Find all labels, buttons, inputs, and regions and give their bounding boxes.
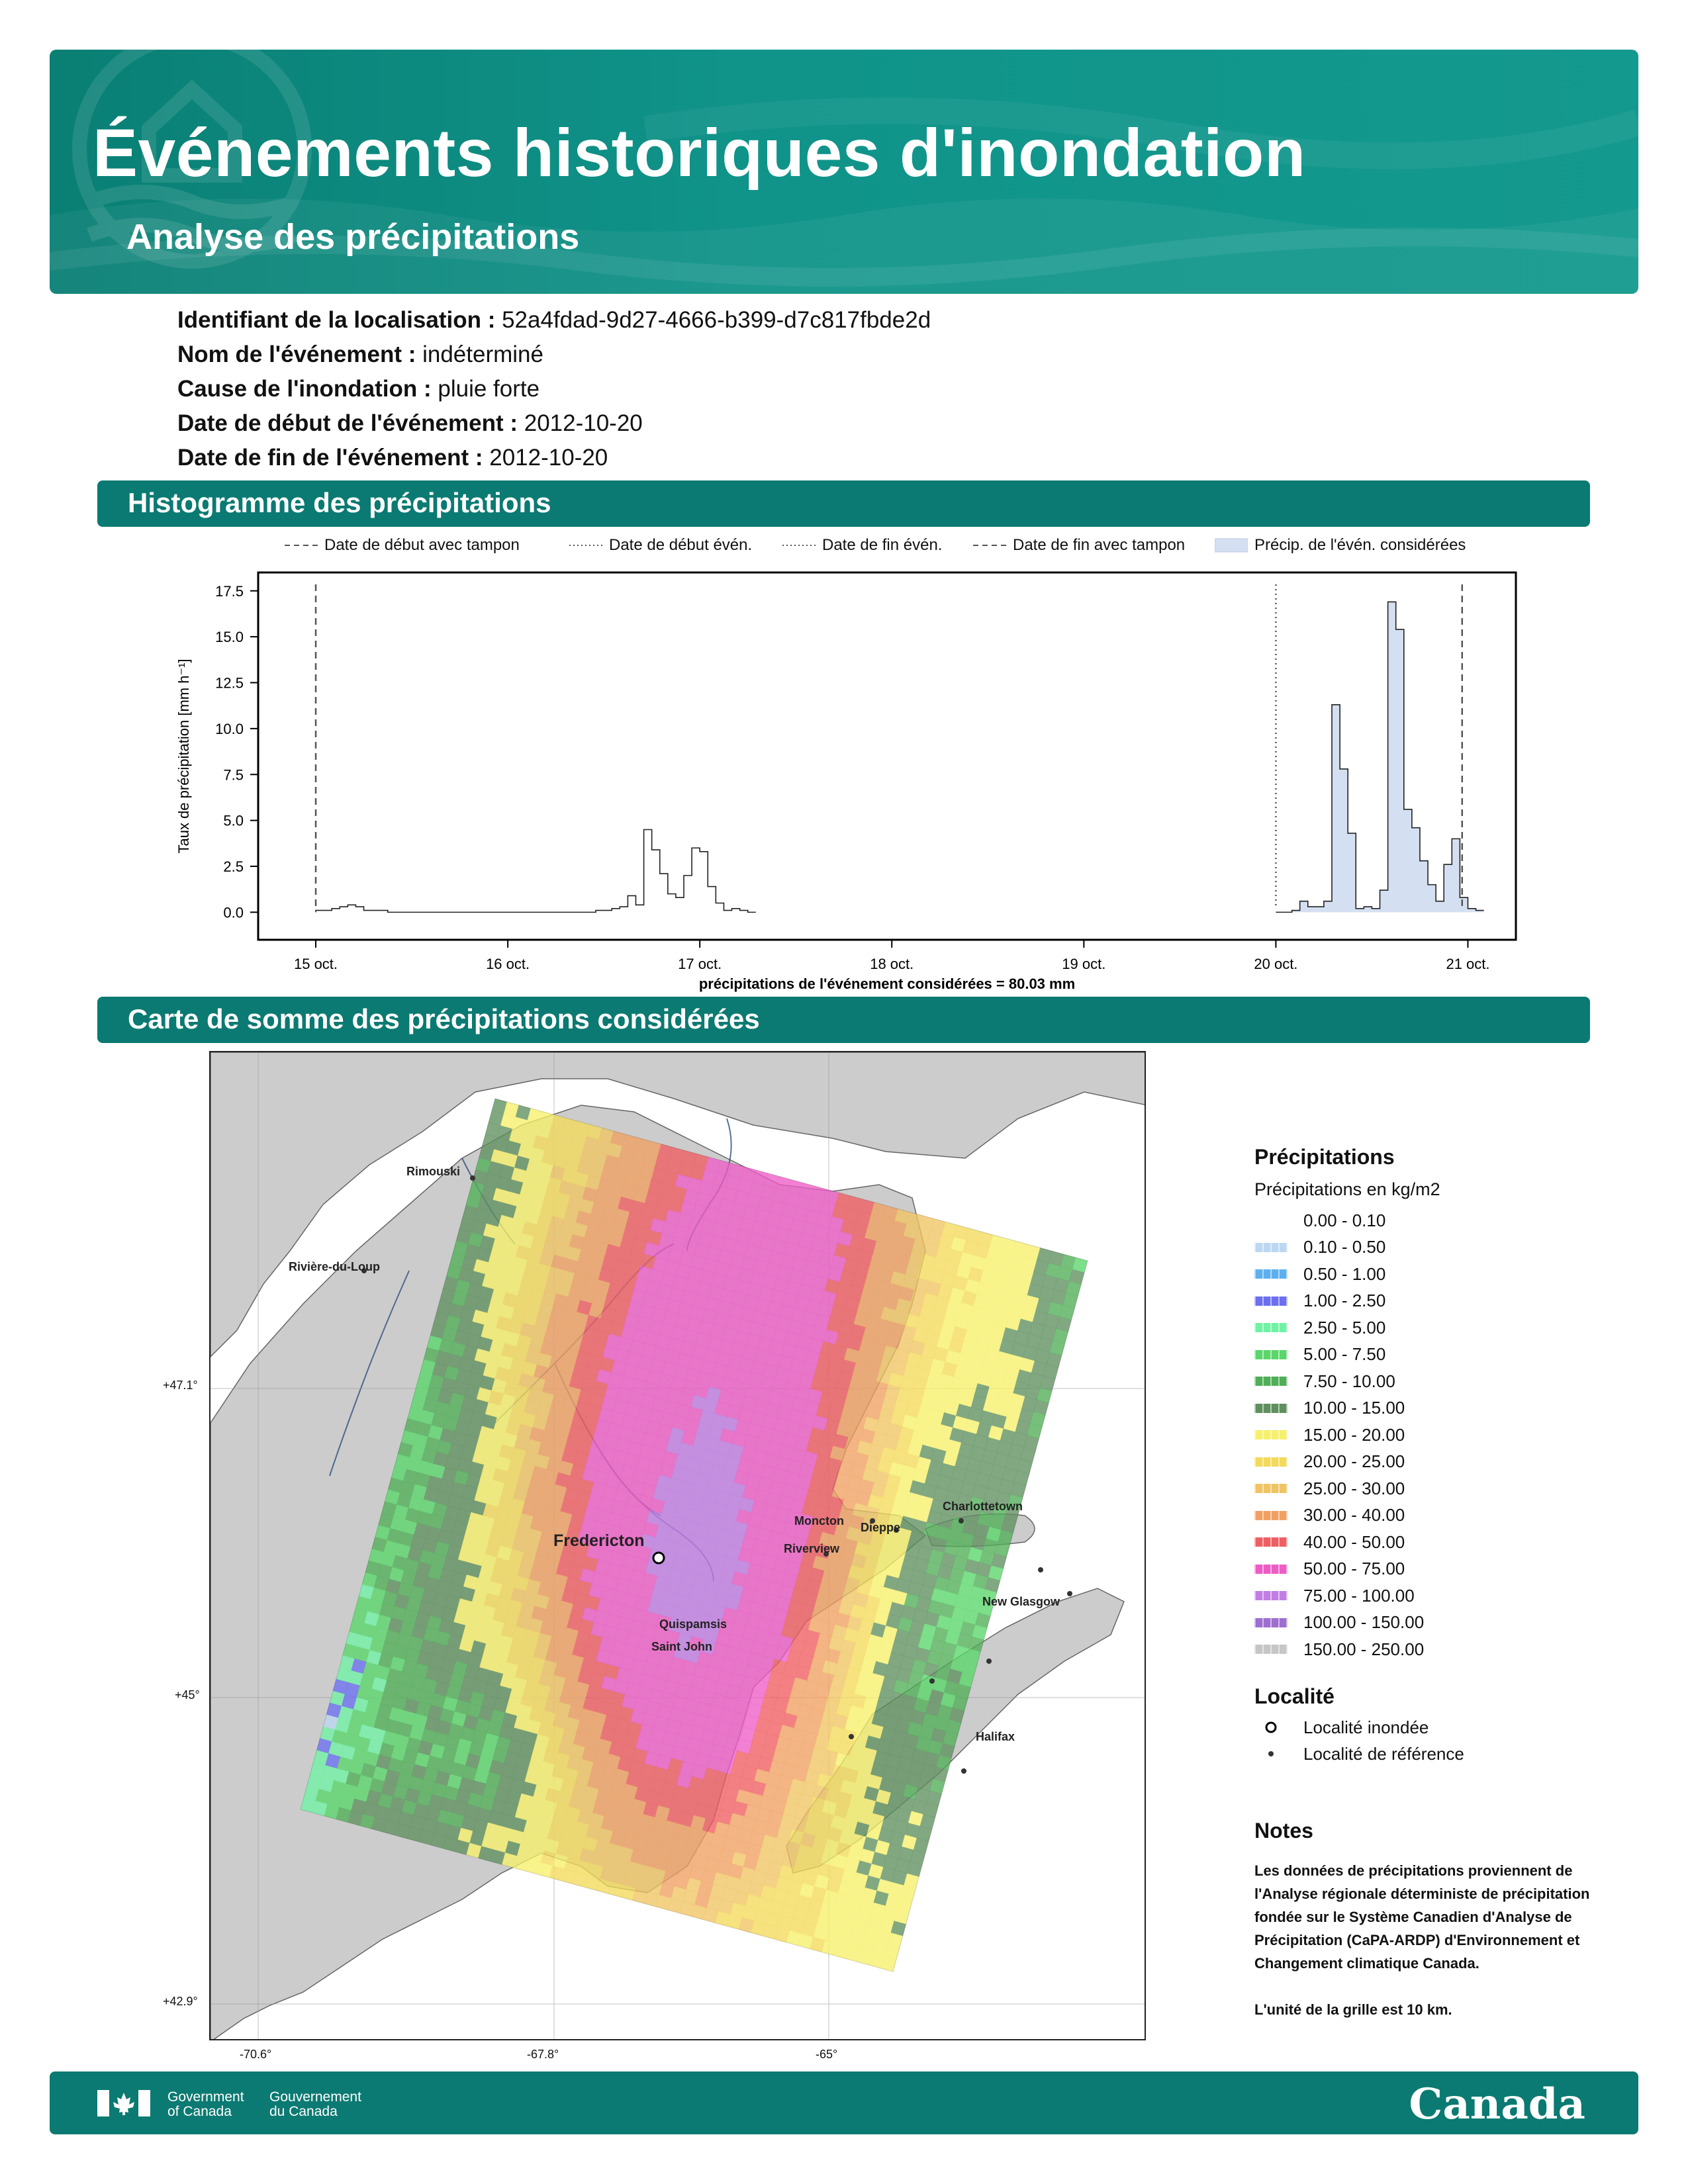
precip-legend-subtitle: Précipitations en kg/m2: [1254, 1179, 1440, 1199]
legend-class-label: 1.00 - 2.50: [1303, 1291, 1386, 1310]
plot-frame: [258, 572, 1516, 940]
legend-class-label: 150.00 - 250.00: [1303, 1639, 1425, 1659]
legend-swatch: [1254, 1243, 1288, 1252]
legend-item-event-start: Date de début évén.: [609, 536, 753, 554]
x-tick-label-2: 17 oct.: [678, 956, 722, 972]
meta-row-end-date: Date de fin de l'événement : 2012-10-20: [177, 445, 608, 471]
legend-class-label: 7.50 - 10.00: [1303, 1371, 1395, 1391]
legend-class-7: [1254, 1395, 1405, 1422]
page-title: Événements historiques d'inondation: [93, 115, 1306, 191]
meta-row-cause: Cause de l'inondation : pluie forte: [177, 376, 540, 402]
city-label-new-glasgow: New Glasgow: [982, 1595, 1060, 1608]
locality-reference: Localité de référence: [1254, 1741, 1464, 1767]
legend-class-9: [1254, 1449, 1405, 1475]
flooded-locality-marker: [653, 1553, 664, 1563]
legend-class-label: 0.10 - 0.50: [1303, 1237, 1386, 1257]
legend-class-4: [1254, 1314, 1385, 1341]
legend-class-12: [1254, 1529, 1405, 1555]
y-tick-label-0: 0.0: [223, 904, 244, 921]
lat-label-1: +47.1°: [163, 1379, 198, 1392]
gov-name-fr: Gouvernement du Canada: [269, 2089, 361, 2119]
section-header-histogram: Histogramme des précipitations: [97, 480, 1590, 527]
x-tick-label-6: 21 oct.: [1446, 956, 1490, 972]
legend-class-label: 75.00 - 100.00: [1303, 1585, 1415, 1606]
legend-swatch: [1254, 1457, 1288, 1467]
legend-swatch: [1254, 1484, 1288, 1493]
page-subtitle: Analyse des précipitations: [126, 217, 580, 257]
legend-swatch: [1254, 1377, 1288, 1386]
city-label-charlottetown: Charlottetown: [943, 1500, 1023, 1513]
legend-swatch: [1254, 1565, 1288, 1574]
legend-class-1: [1254, 1234, 1385, 1261]
legend-class-label: 0.00 - 0.10: [1303, 1210, 1386, 1230]
legend-class-10: [1254, 1475, 1405, 1502]
precipitation-histogram-chart: [152, 556, 1542, 993]
city-label-rimouski: Rimouski: [406, 1165, 461, 1178]
x-tick-label-5: 20 oct.: [1254, 956, 1298, 972]
legend-class-8: [1254, 1422, 1405, 1448]
city-label-riverview: Riverview: [784, 1542, 840, 1555]
header-banner: [50, 50, 1638, 294]
precip-legend-title: Précipitations: [1254, 1145, 1395, 1169]
lat-label-2: +45°: [175, 1688, 200, 1702]
legend-swatch: [1254, 1297, 1288, 1306]
legend-class-label: 10.00 - 15.00: [1303, 1398, 1405, 1418]
legend-item-event-end: Date de fin évén.: [822, 536, 943, 554]
legend-class-3: [1254, 1288, 1385, 1314]
legend-swatch: [1254, 1618, 1288, 1627]
legend-item-start-buffer: Date de début avec tampon: [324, 536, 520, 554]
legend-class-6: [1254, 1368, 1395, 1394]
legend-class-label: 50.00 - 75.00: [1303, 1559, 1405, 1578]
city-dot-7: [1067, 1591, 1072, 1596]
legend-class-11: [1254, 1502, 1405, 1529]
locality-flooded: Localité inondée: [1254, 1714, 1429, 1741]
canada-flag-icon: [97, 2090, 150, 2116]
legend-class-label: 5.00 - 7.50: [1303, 1344, 1386, 1364]
precipitation-map: [209, 1051, 1146, 2040]
city-label-saint-john: Saint John: [651, 1640, 713, 1653]
city-dot-0: [470, 1175, 475, 1181]
y-tick-label-5: 12.5: [215, 674, 244, 692]
legend-swatch: [1254, 1591, 1288, 1600]
city-label-fredericton: Fredericton: [553, 1531, 645, 1550]
legend-class-label: 0.50 - 1.00: [1303, 1263, 1386, 1284]
city-label-quispamsis: Quispamsis: [659, 1617, 727, 1631]
legend-swatch: [1254, 1323, 1288, 1332]
y-tick-label-7: 17.5: [215, 582, 244, 600]
legend-class-14: [1254, 1582, 1415, 1609]
legend-swatch: [1254, 1269, 1288, 1279]
notes-text: Les données de précipitations proviennent de l'Analyse régionale déterministe de précipitation fondée sur le Système Canadien d'Analyse de Précipitation (CaPA-ARDP) d'Environnement et Changement climatique Canada. L'unité de la grille est 10 km.: [1254, 1862, 1590, 2018]
y-tick-label-4: 10.0: [215, 720, 244, 737]
city-label-dieppe: Dieppe: [861, 1521, 901, 1534]
city-dot-8: [986, 1659, 992, 1664]
city-dot-11: [961, 1768, 966, 1774]
city-label-halifax: Halifax: [976, 1730, 1015, 1743]
precip-legend-classes: [1254, 1207, 1599, 1670]
legend-class-2: [1254, 1261, 1385, 1287]
legend-swatch: [1254, 1350, 1288, 1359]
city-dot-5: [959, 1518, 964, 1524]
lon-label-3: -65°: [816, 2048, 838, 2061]
locality-legend: [1254, 1714, 1585, 1774]
legend-swatch: [1254, 1216, 1288, 1225]
city-dot-6: [1038, 1567, 1043, 1572]
lon-label-2: -67.8°: [527, 2048, 559, 2061]
city-label-riviere-du-loup: Rivière-du-Loup: [289, 1260, 380, 1273]
legend-class-5: [1254, 1342, 1385, 1368]
footer-bar: [50, 2071, 1638, 2134]
meta-row-location-id: Identifiant de la localisation : 52a4fdad-9d27-4666-b399-d7c817fbde2d: [177, 307, 931, 333]
gov-name-en: Government of Canada: [167, 2089, 244, 2119]
x-axis-label: précipitations de l'événement considérées = 80.03 mm: [698, 976, 1076, 992]
x-tick-label-1: 16 oct.: [486, 956, 530, 972]
x-tick-label-3: 18 oct.: [870, 956, 914, 972]
legend-item-considered: Précip. de l'évén. considérées: [1215, 536, 1466, 555]
city-dot-9: [929, 1678, 935, 1684]
y-tick-label-3: 7.5: [223, 766, 244, 784]
legend-class-16: [1254, 1636, 1424, 1662]
y-tick-label-2: 5.0: [223, 812, 244, 829]
x-tick-label-4: 19 oct.: [1062, 956, 1106, 972]
section-header-map: Carte de somme des précipitations considérées: [97, 997, 1590, 1043]
legend-class-15: [1254, 1610, 1424, 1636]
legend-class-label: 15.00 - 20.00: [1303, 1424, 1405, 1445]
canada-wordmark: Canada: [1409, 2079, 1585, 2129]
legend-swatch: [1254, 1511, 1288, 1520]
city-label-moncton: Moncton: [794, 1514, 844, 1527]
lon-label-1: -70.6°: [240, 2048, 272, 2061]
locality-legend-title: Localité: [1254, 1684, 1335, 1708]
meta-row-start-date: Date de début de l'événement : 2012-10-20: [177, 410, 643, 436]
lat-label-3: +42.9°: [163, 1995, 198, 2008]
legend-class-0: [1254, 1207, 1385, 1234]
open-circle-icon: [1254, 1721, 1288, 1734]
map-canvas: [211, 1052, 1146, 2040]
notes-title: Notes: [1254, 1819, 1313, 1843]
x-tick-label-0: 15 oct.: [293, 956, 338, 972]
legend-item-end-buffer: Date de fin avec tampon: [1013, 536, 1186, 554]
dot-icon: [1254, 1747, 1288, 1760]
legend-swatch: [1254, 1537, 1288, 1547]
event-metadata: [177, 303, 931, 475]
legend-class-label: 25.00 - 30.00: [1303, 1478, 1405, 1498]
legend-class-label: 20.00 - 25.00: [1303, 1451, 1405, 1471]
y-axis-label: Taux de précipitation [mm h⁻¹]: [175, 659, 192, 854]
legend-swatch: [1254, 1404, 1288, 1413]
city-dot-10: [849, 1734, 854, 1739]
legend-class-label: 100.00 - 150.00: [1303, 1612, 1425, 1632]
legend-class-13: [1254, 1556, 1405, 1582]
y-tick-label-6: 15.0: [215, 629, 244, 646]
legend-class-label: 2.50 - 5.00: [1303, 1317, 1386, 1338]
y-tick-label-1: 2.5: [223, 858, 244, 875]
legend-swatch: [1254, 1430, 1288, 1439]
legend-class-label: 30.00 - 40.00: [1303, 1505, 1405, 1525]
meta-row-event-name: Nom de l'événement : indéterminé: [177, 341, 543, 367]
legend-class-label: 40.00 - 50.00: [1303, 1531, 1405, 1552]
legend-swatch: [1254, 1645, 1288, 1654]
